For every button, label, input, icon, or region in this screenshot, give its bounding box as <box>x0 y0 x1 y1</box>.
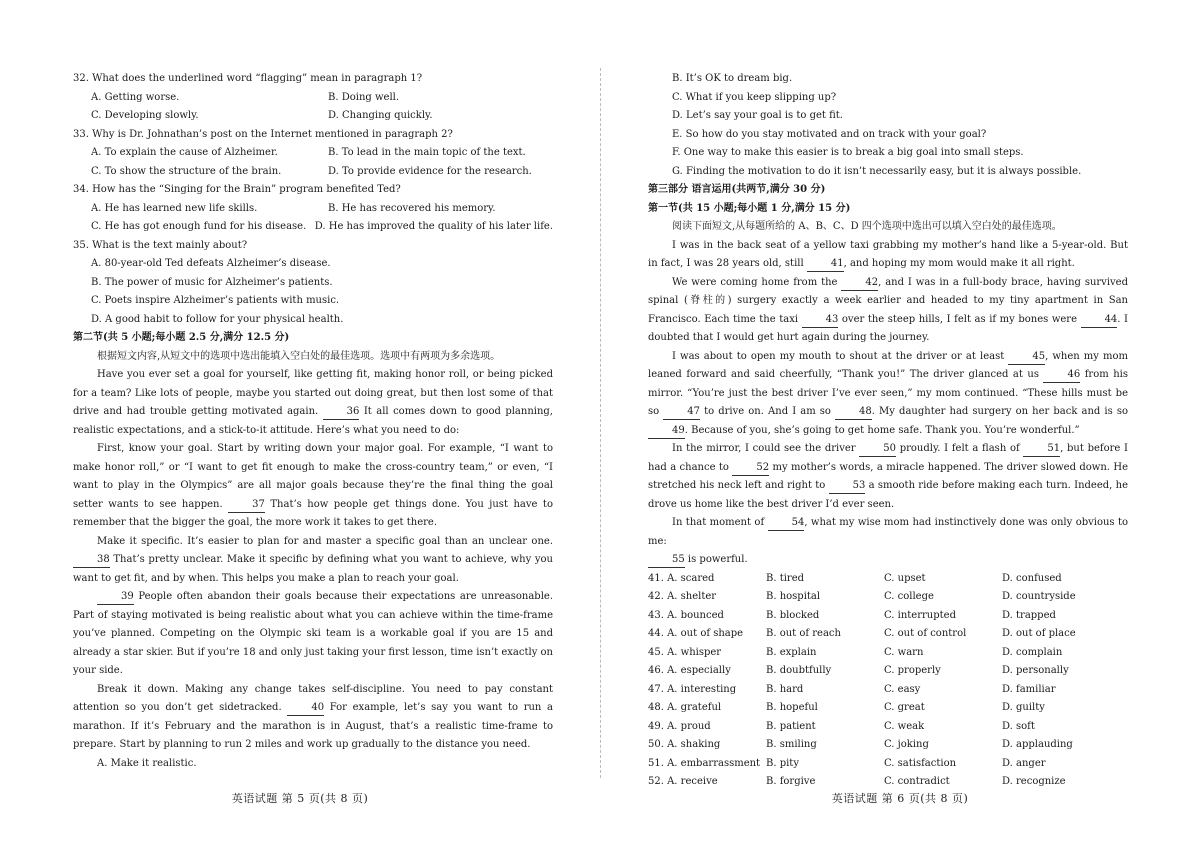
cloze-paragraph-5 <box>648 514 1128 570</box>
passage-paragraph-2 <box>73 440 553 533</box>
section-2-instructions: 根据短文内容,从短文中的选项中选出能填入空白处的最佳选项。选项中有两项为多余选项。 <box>97 350 501 362</box>
choice: C. great <box>884 702 925 713</box>
option: A. He has learned new life skills. <box>91 202 258 214</box>
exam-page-6 <box>600 0 1200 849</box>
choice: B. out of reach <box>766 628 841 639</box>
choice: B. forgive <box>766 776 816 787</box>
choice-row-52 <box>648 773 1128 792</box>
q33-options-row1 <box>73 144 553 163</box>
blank-51: 51 <box>1023 442 1060 457</box>
blank-50: 50 <box>859 442 896 457</box>
option: C. To show the structure of the brain. <box>91 165 282 177</box>
option: B. The power of music for Alzheimer’s patients. <box>91 276 333 288</box>
option: B. He has recovered his memory. <box>328 202 496 214</box>
cloze-paragraph-3 <box>648 348 1128 441</box>
q34-options-row1 <box>73 200 553 219</box>
text: from his mirror. “You’re just the best driver I’ve ever seen,” my mom continued. “These hills must be so <box>648 369 1128 417</box>
text: , when my mom leaned forward and said cheerfully, “Thank you!” The driver glanced at us <box>648 350 1128 380</box>
choice: C. upset <box>884 572 926 584</box>
page-5-footer: 英语试题 第 5 页(共 8 页) <box>231 792 369 805</box>
option-b: B. It’s OK to dream big. <box>672 73 793 84</box>
choice: 42. A. shelter <box>648 591 717 602</box>
choice: 43. A. bounced <box>648 609 724 621</box>
blank-53: 53 <box>829 479 866 494</box>
choice: C. properly <box>884 665 941 676</box>
choice: 51. A. embarrassment <box>648 757 761 769</box>
option-e: E. So how do you stay motivated and on track with your goal? <box>672 128 987 140</box>
text: . I doubted that I would get hurt again during the journey. <box>648 313 1128 343</box>
text: Have you ever set a goal for yourself, like getting fit, making honor roll, or being picked for a team? Like lots of people, maybe you started out doing great, but then lost some of that drive and had trouble getting motivated again. <box>73 369 553 417</box>
q33-options-row2 <box>73 163 553 182</box>
passage-paragraph-4 <box>73 588 553 681</box>
choice-row-46 <box>648 662 1128 681</box>
text: Break it down. Making any change takes self-discipline. You need to pay constant attention so you don’t get sidetracked. <box>73 683 553 713</box>
choice: B. pity <box>766 757 799 769</box>
option: A. Getting worse. <box>91 91 180 103</box>
cloze-paragraph-2 <box>648 274 1128 348</box>
blank-54: 54 <box>768 516 805 531</box>
text: , and hoping my mom would make it all right. <box>843 258 1075 269</box>
choice: B. smiling <box>766 739 817 750</box>
q34-options-row2 <box>73 218 553 237</box>
choice: D. complain <box>1002 646 1063 658</box>
choice: 48. A. grateful <box>648 702 722 713</box>
choice: 52. A. receive <box>648 776 718 787</box>
question-33: 33. Why is Dr. Johnathan’s post on the Internet mentioned in paragraph 2? <box>73 128 453 140</box>
text: We were coming home from the <box>672 276 838 288</box>
choice-row-43 <box>648 607 1128 626</box>
option-d: D. Let’s say your goal is to get fit. <box>672 110 843 121</box>
text: That’s how people get things done. You just have to remember that the bigger the goal, the more work it takes to get there. <box>73 498 553 528</box>
choice-row-51 <box>648 755 1128 774</box>
question-32: 32. What does the underlined word “flagging” mean in paragraph 1? <box>73 73 423 84</box>
option-g: G. Finding the motivation to do it isn’t necessarily easy, but it is always possible. <box>672 165 1082 177</box>
text: People often abandon their goals because their expectations are unreasonable. Part of staying motivated is being realistic about what you can achieve within the time-frame you’ve planned. Competing on the Olympic ski team is a workable goal if you are 15 and already a star skier. But if you’re 18 and only just taking your first lesson, time isn’t exactly on your side. <box>73 591 553 676</box>
choice: C. college <box>884 591 934 602</box>
text: For example, let’s say you want to run a marathon. If it’s February and the marathon is in August, that’s a realistic time-frame to prepare. Start by planning to run 2 miles and work up gradually to the distance you need. <box>73 702 554 750</box>
option: A. To explain the cause of Alzheimer. <box>91 147 278 158</box>
option: D. Changing quickly. <box>328 110 433 121</box>
choice: B. explain <box>766 646 817 658</box>
option: D. To provide evidence for the research. <box>328 165 532 177</box>
option: D. A good habit to follow for your physical health. <box>91 313 344 325</box>
choice-row-48 <box>648 699 1128 718</box>
choice: D. confused <box>1002 572 1062 584</box>
text: It all comes down to good planning, realistic expectations, and a stick-to-it attitude. Here’s what you need to do: <box>73 406 553 436</box>
passage-paragraph-1 <box>73 366 553 440</box>
choice: 47. A. interesting <box>648 683 737 695</box>
option-c: C. What if you keep slipping up? <box>672 91 837 103</box>
choice: B. blocked <box>766 609 820 621</box>
question-35: 35. What is the text mainly about? <box>73 239 248 251</box>
choice: D. soft <box>1002 720 1035 732</box>
choice: B. tired <box>766 572 805 584</box>
question-34: 34. How has the “Singing for the Brain” program benefited Ted? <box>73 184 401 195</box>
blank-40: 40 <box>287 701 324 716</box>
text: , what my wise mom had instinctively done was only obvious to me: <box>648 517 1129 547</box>
option-f: F. One way to make this easier is to break a big goal into small steps. <box>672 147 1024 158</box>
blank-49: 49 <box>648 424 685 439</box>
choice: 46. A. especially <box>648 665 731 676</box>
option: D. He has improved the quality of his later life. <box>314 221 553 232</box>
text: I was in the back seat of a yellow taxi grabbing my mother’s hand like a 5-year-old. But in fact, I was 28 years old, still <box>648 239 1128 269</box>
blank-43: 43 <box>802 313 839 328</box>
choice: D. guilty <box>1002 702 1045 713</box>
text: . My daughter had surgery on her back and is so <box>871 406 1129 417</box>
cloze-paragraph-1 <box>648 237 1128 274</box>
choice: C. weak <box>884 720 925 732</box>
choice: D. recognize <box>1002 776 1066 787</box>
choice: 49. A. proud <box>648 720 711 732</box>
page-6-footer: 英语试题 第 6 页(共 8 页) <box>831 792 969 805</box>
choice: B. hard <box>766 683 804 695</box>
choice: B. hospital <box>766 591 821 602</box>
choice: C. out of control <box>884 628 967 639</box>
choice-row-45 <box>648 644 1128 663</box>
option: B. To lead in the main topic of the text. <box>328 147 526 158</box>
choice: D. trapped <box>1002 609 1056 621</box>
blank-46: 46 <box>1043 368 1080 383</box>
choice-row-41 <box>648 570 1128 589</box>
page-5-content <box>73 70 553 773</box>
choice: D. personally <box>1002 665 1069 676</box>
option-a: A. Make it realistic. <box>97 757 197 769</box>
choice: D. out of place <box>1002 628 1076 639</box>
blank-36: 36 <box>323 405 360 420</box>
cloze-choices <box>648 570 1128 792</box>
q32-options-row1 <box>73 89 553 108</box>
text: proudly. I felt a flash of <box>899 443 1020 454</box>
choice: B. patient <box>766 720 816 732</box>
choice: C. easy <box>884 683 921 695</box>
option: C. He has got enough fund for his disease. <box>91 221 307 232</box>
choice: 45. A. whisper <box>648 646 722 658</box>
blank-47: 47 <box>663 405 700 420</box>
option: B. Doing well. <box>328 91 400 103</box>
choice: D. anger <box>1002 757 1046 769</box>
text: Make it specific. It’s easier to plan for and master a specific goal than an unclear one. <box>97 535 553 547</box>
text: a smooth ride before making each turn. Indeed, he drove us home like the best driver I’d ever seen. <box>648 480 1128 510</box>
choice: B. hopeful <box>766 702 818 713</box>
choice: D. familiar <box>1002 683 1056 695</box>
blank-52: 52 <box>732 461 769 476</box>
choice: C. interrupted <box>884 609 956 621</box>
text: I was about to open my mouth to shout at the driver or at least <box>672 350 1005 362</box>
blank-41: 41 <box>807 257 844 272</box>
text: , but before I had a chance to <box>648 443 1128 473</box>
part-3-title: 第三部分 语言运用(共两节,满分 30 分) <box>648 184 826 195</box>
blank-45: 45 <box>1008 350 1045 365</box>
blank-39: 39 <box>97 590 134 605</box>
choice: 41. A. scared <box>648 572 715 584</box>
text: In that moment of <box>672 517 765 528</box>
option: A. 80-year-old Ted defeats Alzheimer’s disease. <box>91 258 331 269</box>
text: That’s pretty unclear. Make it specific by defining what you want to achieve, why you want to get fit, and by when. This helps you make a plan to reach your goal. <box>73 554 553 584</box>
text: is powerful. <box>687 554 748 565</box>
blank-38: 38 <box>73 553 110 568</box>
text: First, know your goal. Start by writing down your major goal. For example, “I want to make honor roll,” or “I want to get fit enough to make the cross-country team,” or even, “I want to play in the Olympics” are all major goals because they’re the final thing the goal setter wants to see happen. <box>73 443 553 510</box>
option: C. Developing slowly. <box>91 110 199 121</box>
choice-row-50 <box>648 736 1128 755</box>
passage-paragraph-5 <box>73 681 553 755</box>
text: In the mirror, I could see the driver <box>672 443 856 454</box>
choice: D. countryside <box>1002 591 1076 602</box>
text: . Because of you, she’s going to get home safe. Thank you. You’re wonderful.” <box>684 424 1080 436</box>
choice: C. satisfaction <box>884 757 957 769</box>
text: , and I was in a full-body brace, having survived spinal (脊柱的) surgery exactly a week earlier and headed to my tiny apartment in San Francisco. Each time the taxi <box>648 276 1128 325</box>
option: C. Poets inspire Alzheimer’s patients with music. <box>91 295 340 306</box>
choice: C. warn <box>884 646 924 658</box>
blank-42: 42 <box>841 276 878 291</box>
choice-row-49 <box>648 718 1128 737</box>
text: to drive on. And I am so <box>704 406 831 417</box>
text: my mother’s words, a miracle happened. The driver slowed down. He stretched his neck left and right to <box>648 461 1128 491</box>
section-2-title: 第二节(共 5 小题;每小题 2.5 分,满分 12.5 分) <box>73 332 290 343</box>
choice-row-44 <box>648 625 1128 644</box>
section-1-instructions: 阅读下面短文,从每题所给的 A、B、C、D 四个选项中选出可以填入空白处的最佳选项。 <box>672 221 1062 232</box>
choice: B. doubtfully <box>766 665 832 676</box>
choice: C. contradict <box>884 776 950 787</box>
passage-paragraph-3 <box>73 533 553 589</box>
blank-55: 55 <box>648 553 685 568</box>
choice: C. joking <box>884 739 929 750</box>
choice: 50. A. shaking <box>648 739 721 750</box>
choice: 44. A. out of shape <box>648 628 744 639</box>
text: over the steep hills, I felt as if my bones were <box>841 313 1077 325</box>
blank-48: 48 <box>835 405 872 420</box>
choice-row-42 <box>648 588 1128 607</box>
blank-44: 44 <box>1081 313 1118 328</box>
blank-37: 37 <box>228 498 265 513</box>
cloze-paragraph-4 <box>648 440 1128 514</box>
section-1-title: 第一节(共 15 小题;每小题 1 分,满分 15 分) <box>648 202 851 214</box>
q32-options-row2 <box>73 107 553 126</box>
choice-row-47 <box>648 681 1128 700</box>
page-6-content <box>648 70 1128 792</box>
choice: D. applauding <box>1002 739 1073 750</box>
